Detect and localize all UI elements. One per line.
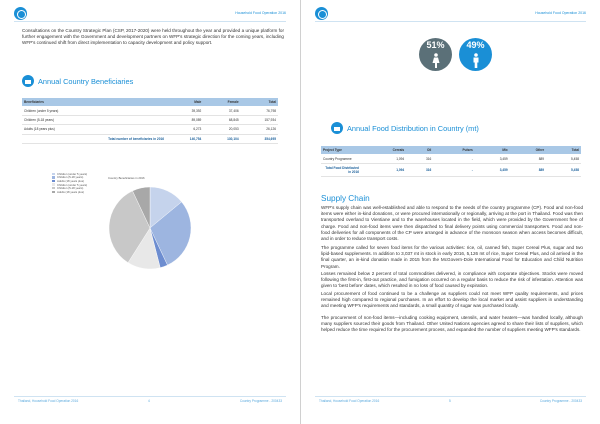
legend-swatch: [52, 191, 55, 193]
food-distribution-title: Annual Food Distribution in Country (mt): [347, 123, 479, 133]
pie-legend: [52, 172, 87, 194]
footer-left: Thailand, Household Food Operation 2016: [319, 399, 380, 403]
legend-label: Adults (18 years plus): [57, 178, 85, 183]
column-header: Total: [546, 146, 581, 154]
supply-paragraph-3: Losses remained below 2 percent of total commodities delivered, in compliance with corporate objectives. Stocks were moved following the first-in, first-out practice, and fumigation occurred on a regular basis to reduce the risk of infestation. Attention was given to 'best before' dates, which resulted in no loss of food caused by expiration.: [321, 271, 583, 289]
table-cell: 20,053: [203, 125, 240, 134]
legend-swatch: [52, 187, 55, 189]
legend-swatch: [52, 176, 55, 178]
table-cell: Children (5-18 years): [22, 115, 166, 124]
wfp-logo-icon: [14, 7, 27, 20]
table-header-row: [321, 146, 581, 154]
male-percentage: 49%: [466, 40, 485, 50]
legend-label: Children (5-18 years): [57, 175, 84, 180]
page-number: 5: [449, 399, 451, 403]
table-cell: 1,094: [361, 163, 406, 176]
header-title: Household Food Operation 2016: [235, 11, 286, 15]
female-figure-icon: [431, 53, 441, 68]
table-row: [22, 106, 278, 115]
table-cell: Adults (18 years plus): [22, 125, 166, 134]
table-cell: 316: [406, 163, 433, 176]
header-divider: [14, 21, 286, 22]
page-number: 4: [148, 399, 150, 403]
intro-paragraph: Consultations on the Country Strategic Plan (CSP, 2017-2020) were held throughout the year and provided a unique platform for further engagement with the Government and development partners on WFP's strategic direction for the coming years, including WFP's continued shift from direct implementation to capacity development and policy support.: [22, 28, 284, 46]
legend-swatch: [52, 183, 55, 185]
footer-right: Country Programme - 200433: [539, 399, 582, 403]
table-header-row: [22, 98, 278, 106]
table-cell: 140,754: [166, 134, 203, 143]
legend-label: Adults (18 years plus): [57, 189, 85, 194]
supply-chain-title: Supply Chain: [321, 194, 370, 203]
beneficiaries-table: [22, 98, 278, 144]
footer-left: Thailand, Household Food Operation 2016: [18, 399, 79, 403]
male-figure-icon: [471, 53, 481, 68]
beneficiaries-pie-chart: [95, 178, 205, 278]
beneficiaries-title: Annual Country Beneficiaries: [38, 76, 134, 86]
supply-paragraph-2: The programme called for seven food items for the various activities: rice, oil, canned fish, Super Cereal Plus, sugar and two lipid-based supplements. In addition to 3,037 mt in stock in early 2016, 5,126 mt of rice, Super Cereal Plus, and oil arrived in the final quarter, an in-kind donation made in 2015 from the McGovern-Dole International Food for Education and Child Nutrition Program.: [321, 245, 583, 269]
table-cell: 1,094: [361, 154, 406, 163]
table-row: [22, 115, 278, 124]
table-cell: -: [433, 163, 475, 176]
table-row: [321, 154, 581, 163]
female-percentage-badge: [419, 38, 452, 71]
table-cell: 68,845: [203, 115, 240, 124]
table-cell: 89,089: [166, 115, 203, 124]
table-row: [22, 125, 278, 134]
legend-swatch: [52, 173, 55, 175]
table-cell: Country Programme: [321, 154, 361, 163]
pie-chart-title: Country Beneficiaries in 2016: [108, 176, 145, 180]
food-distribution-table: [321, 146, 581, 177]
table-cell: 130,104: [203, 134, 240, 143]
wfp-logo-icon: [315, 7, 328, 20]
beneficiaries-heading: [22, 75, 133, 87]
table-cell: 37,406: [203, 106, 240, 115]
food-distribution-heading: [331, 122, 479, 134]
right-page: [300, 0, 600, 424]
legend-label: Children (under 5 years): [57, 171, 88, 176]
food-icon: [331, 122, 343, 134]
supply-paragraph-1: WFP's supply chain was well-established and able to respond to the needs of the country programme (CP). Food and non-food items were either in-kind donations, or were procured internationally or regionally, arriving at the port in Thailand. Food was then transported overland to Vientiane and to the warehouses located in the field, which were provided by the Government free of charge. Food and non-food items were then dispatched to final delivery points using commercial transporters. Food and non-food deliveries for all components of the CP were arranged in advance of the monsoon season when access becomes difficult, and in order to reduce transport costs.: [321, 205, 583, 242]
table-cell: 3,459: [475, 154, 510, 163]
people-icon: [22, 75, 34, 87]
total-row: [321, 163, 581, 176]
column-header: Project Type: [321, 146, 361, 154]
table-cell: 316: [406, 154, 433, 163]
column-header: Pulses: [433, 146, 475, 154]
column-header: Male: [166, 98, 203, 106]
supply-paragraph-4: Local procurement of food continued to be a challenge as suppliers could not meet WFP quality requirements, and prices remained high compared to regional purchases. In an effort to develop the local market and assist suppliers in understanding and meeting WFP's requirements and standards, a small quantity of sugar was purchased locally.: [321, 291, 583, 309]
table-cell: 6,273: [166, 125, 203, 134]
column-header: Total: [241, 98, 278, 106]
male-percentage-badge: [459, 38, 492, 71]
total-label: Total Food Distributed in 2016: [321, 163, 361, 176]
column-header: Oil: [406, 146, 433, 154]
table-cell: 26,126: [241, 125, 278, 134]
table-cell: 39,392: [166, 106, 203, 115]
table-cell: 157,934: [241, 115, 278, 124]
total-row: [22, 134, 278, 143]
footer-divider: [315, 396, 586, 397]
table-cell: 3,459: [475, 163, 510, 176]
legend-entry: [52, 190, 87, 194]
header-divider: [315, 21, 586, 22]
column-header: Cereals: [361, 146, 406, 154]
table-cell: 5,458: [546, 154, 581, 163]
footer-right: Country Programme - 200433: [239, 399, 282, 403]
total-label: Total number of beneficiaries in 2016: [22, 134, 166, 143]
table-cell: 76,798: [241, 106, 278, 115]
table-cell: -: [433, 154, 475, 163]
table-cell: 889: [510, 163, 546, 176]
female-percentage: 51%: [426, 40, 445, 50]
column-header: Female: [203, 98, 240, 106]
legend-label: Children (under 5 years): [57, 182, 88, 187]
supply-paragraph-5: The procurement of non-food items—including cooking equipment, utensils, and water heaters—was handled locally, although many suppliers sourced their goods from Thailand. Other United Nations agencies agreed to share their lists of suppliers, which helped reduce the time required for the procurement process, and expanded the number of suppliers meeting WFP's standards.: [321, 315, 583, 333]
table-cell: Children (under 5 years): [22, 106, 166, 115]
legend-swatch: [52, 180, 55, 182]
header-title: Household Food Operation 2016: [535, 11, 586, 15]
legend-label: Children (5-18 years): [57, 186, 84, 191]
table-cell: 889: [510, 154, 546, 163]
column-header: Mix: [475, 146, 510, 154]
footer-divider: [14, 396, 286, 397]
column-header: Other: [510, 146, 546, 154]
table-cell: 5,458: [546, 163, 581, 176]
column-header: Beneficiaries: [22, 98, 166, 106]
table-cell: 354,695: [241, 134, 278, 143]
